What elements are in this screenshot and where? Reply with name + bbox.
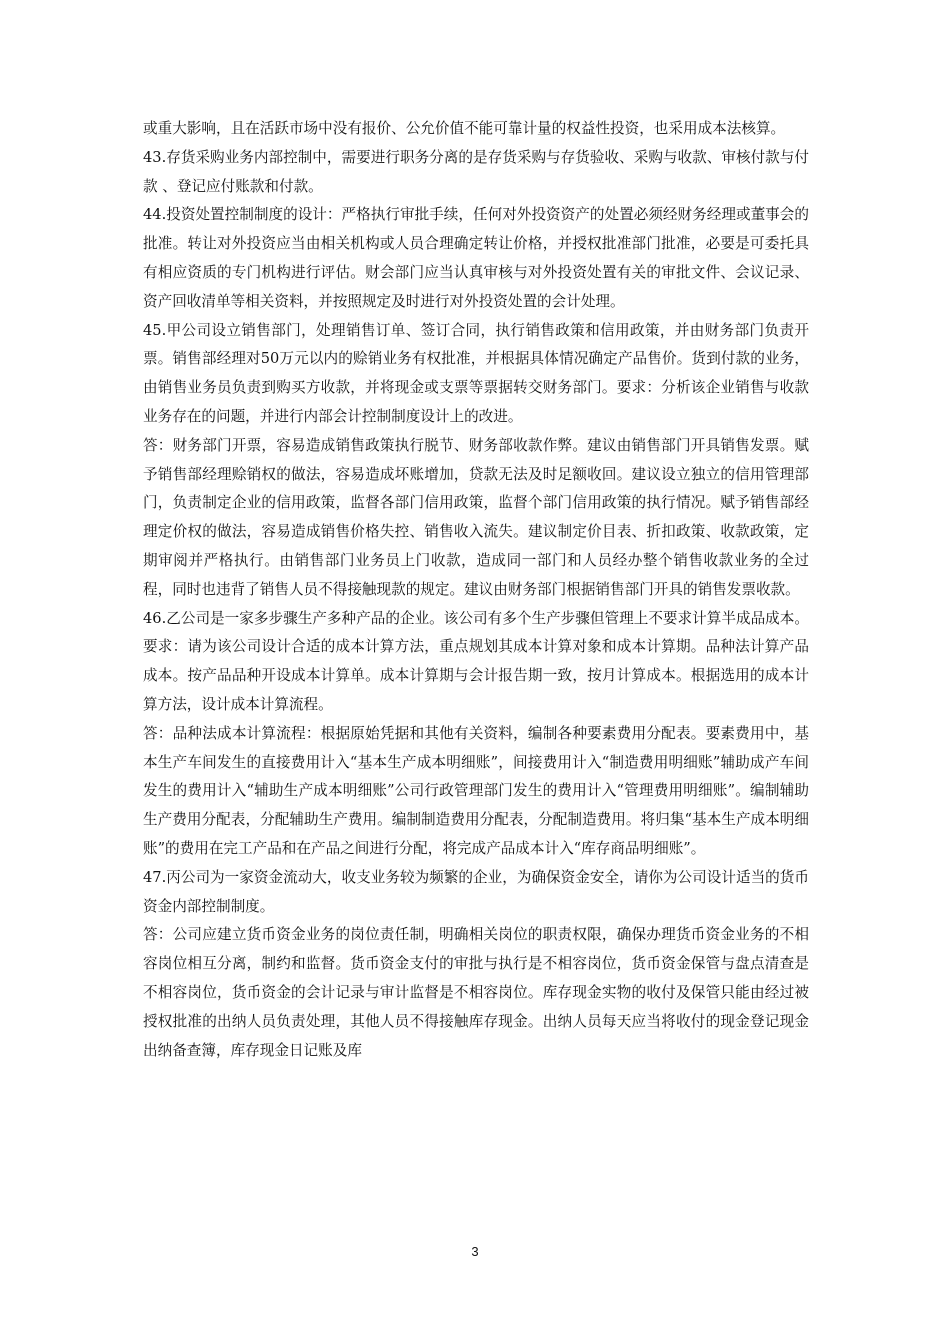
paragraph-answer-46: 答：品种法成本计算流程：根据原始凭据和其他有关资料，编制各种要素费用分配表。要素费用中，基本生产车间发生的直接费用计入“基本生产成本明细账”，间接费用计入“制造费用明细账”辅助成产车间发生的费用计入“辅助生产成本明细账”公司行政管理部门发生的费用计入“管理费用明细账”。编制辅助生产费用分配表，分配辅助生产费用。编制制造费用分配表，分配制造费用。将归集“基本生产成本明细账”的费用在完工产品和在产品之间进行分配，将完成产品成本计入“库存商品明细账”。 — [143, 724, 809, 857]
paragraph-item-43: 43.存货采购业务内部控制中，需要进行职务分离的是存货采购与存货验收、采购与收款、审核付款与付款 、登记应付账款和付款。 — [143, 148, 809, 195]
paragraph-continuation: 或重大影响，且在活跃市场中没有报价、公允价值不能可靠计量的权益性投资，也采用成本法核算。 — [143, 120, 786, 137]
paragraph-answer-45: 答：财务部门开票，容易造成销售政策执行脱节、财务部收款作弊。建议由销售部门开具销售发票。赋予销售部经理赊销权的做法，容易造成坏账增加，贷款无法及时足额收回。建议设立独立的信用管理部门，负责制定企业的信用政策，监督各部门信用政策，监督个部门信用政策的执行情况。赋予销售部经理定价权的做法，容易造成销售价格失控、销售收入流失。建议制定价目表、折扣政策、收款政策，定期审阅并严格执行。由销售部门业务员上门收款，造成同一部门和人员经办整个销售收款业务的全过程，同时也违背了销售人员不得接触现款的规定。建议由财务部门根据销售部门开具的销售发票收款。 — [143, 436, 809, 598]
paragraph-answer-47: 答：公司应建立货币资金业务的岗位责任制，明确相关岗位的职责权限，确保办理货币资金业务的不相容岗位相互分离，制约和监督。货币资金支付的审批与执行是不相容岗位，货币资金保管与盘点清查是不相容岗位，货币资金的会计记录与审计监督是不相容岗位。库存现金实物的收付及保管只能由经过被授权批准的出纳人员负责处理，其他人员不得接触库存现金。出纳人员每天应当将收付的现金登记现金出纳备查簿，库存现金日记账及库 — [143, 926, 809, 1059]
paragraph-item-47: 47.丙公司为一家资金流动大，收支业务较为频繁的企业，为确保资金安全，请你为公司设计适当的货币资金内部控制制度。 — [143, 868, 809, 915]
page-number: 3 — [471, 1244, 479, 1259]
paragraph-item-45: 45.甲公司设立销售部门，处理销售订单、签订合同，执行销售政策和信用政策，并由财务部门负责开票。销售部经理对50万元以内的赊销业务有权批准，并根据具体情况确定产品售价。货到付款的业务，由销售业务员负责到购买方收款，并将现金或支票等票据转交财务部门。要求：分析该企业销售与收款业务存在的问题，并进行内部会计控制制度设计上的改进。 — [143, 321, 809, 425]
document-body — [143, 115, 809, 1065]
paragraph-item-44: 44.投资处置控制制度的设计：严格执行审批手续，任何对外投资资产的处置必须经财务经理或董事会的批准。转让对外投资应当由相关机构或人员合理确定转让价格，并授权批准部门批准，必要是可委托具有相应资质的专门机构进行评估。财会部门应当认真审核与对外投资处置有关的审批文件、会议记录、资产回收清单等相关资料，并按照规定及时进行对外投资处置的会计处理。 — [143, 206, 809, 310]
paragraph-item-46: 46.乙公司是一家多步骤生产多种产品的企业。该公司有多个生产步骤但管理上不要求计算半成品成本。要求：请为该公司设计合适的成本计算方法，重点规划其成本计算对象和成本计算期。品种法计算产品成本。按产品品种开设成本计算单。成本计算期与会计报告期一致，按月计算成本。根据选用的成本计算方法，设计成本计算流程。 — [143, 609, 809, 713]
